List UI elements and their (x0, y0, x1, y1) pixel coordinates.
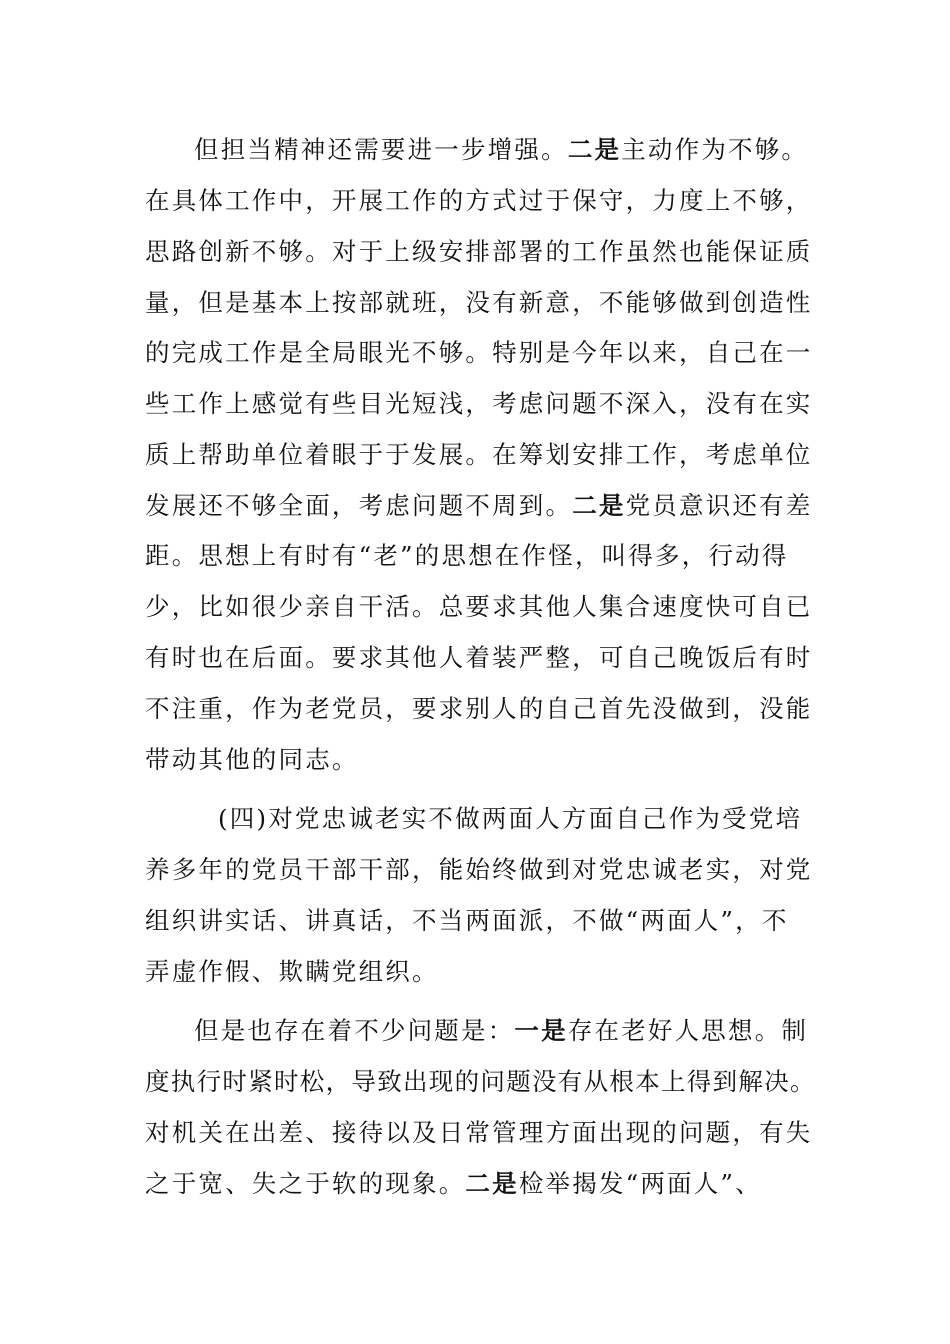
paragraph-2-line-4: 弄虚作假、欺瞒党组织。 (145, 957, 439, 986)
paragraph-1-line-6: 些工作上感觉有些目光短浅，考虑问题不深入，没有在实 (145, 389, 813, 418)
bold-marker: 二是 (465, 1169, 519, 1198)
text-span: 但是也存在着不少问题是： (194, 1016, 515, 1045)
text-span: 但担当精神还需要进一步增强。 (194, 135, 568, 164)
text-span: 党员意识还有差 (625, 491, 813, 520)
paragraph-1-line-8 (145, 486, 815, 526)
paragraph-3-line-2: 度执行时紧时松，导致出现的问题没有从根本上得到解决。 (145, 1067, 816, 1096)
paragraph-2-line-3: 组织讲实话、讲真话，不当两面派，不做“两面人”，不 (145, 906, 789, 935)
text-span: 主动作为不够。 (621, 135, 809, 164)
paragraph-3-line-4 (145, 1164, 815, 1204)
bold-marker: 二是 (572, 491, 626, 520)
text-span: 发展还不够全面，考虑问题不周到。 (145, 491, 573, 520)
paragraph-1-line-9: 距。思想上有时有“老”的思想在作怪，叫得多，行动得 (145, 541, 789, 570)
text-span: 检举揭发“两面人”、 (518, 1169, 762, 1198)
paragraph-1-line-2: 在具体工作中，开展工作的方式过于保守，力度上不够， (145, 186, 813, 215)
bold-marker: 二是 (567, 135, 622, 164)
paragraph-1-line-7: 质上帮助单位着眼于于发展。在筹划安排工作，考虑单位 (145, 440, 813, 469)
paragraph-2-line-1: (四)对党忠诚老实不做两面人方面自己作为受党培 (218, 804, 803, 833)
paragraph-2-line-2: 养多年的党员干部干部，能始终做到对党忠诚老实，对党 (145, 855, 813, 884)
paragraph-1-line-4: 量，但是基本上按部就班，没有新意，不能够做到创造性 (145, 288, 813, 317)
text-span: 存在老好人思想。制 (567, 1016, 809, 1045)
paragraph-3-line-1 (194, 1011, 864, 1051)
paragraph-1-line-11: 有时也在后面。要求其他人着装严整，可自己晚饭后有时 (145, 643, 813, 672)
paragraph-1-line-13: 带动其他的同志。 (145, 745, 359, 774)
paragraph-1-line-10: 少，比如很少亲自干活。总要求其他人集合速度快可自已 (145, 592, 813, 621)
paragraph-3-line-3: 对机关在出差、接待以及日常管理方面出现的问题，有失 (145, 1118, 813, 1147)
bold-marker: 一是 (514, 1016, 568, 1045)
paragraph-1-line-1 (194, 130, 864, 170)
text-span: 之于宽、失之于软的现象。 (145, 1169, 466, 1198)
paragraph-1-line-5: 的完成工作是全局眼光不够。特别是今年以来，自己在一 (145, 338, 813, 367)
paragraph-1-line-3: 思路创新不够。对于上级安排部署的工作虽然也能保证质 (145, 237, 813, 266)
paragraph-1-line-12: 不注重，作为老党员，要求别人的自己首先没做到，没能 (145, 694, 813, 723)
